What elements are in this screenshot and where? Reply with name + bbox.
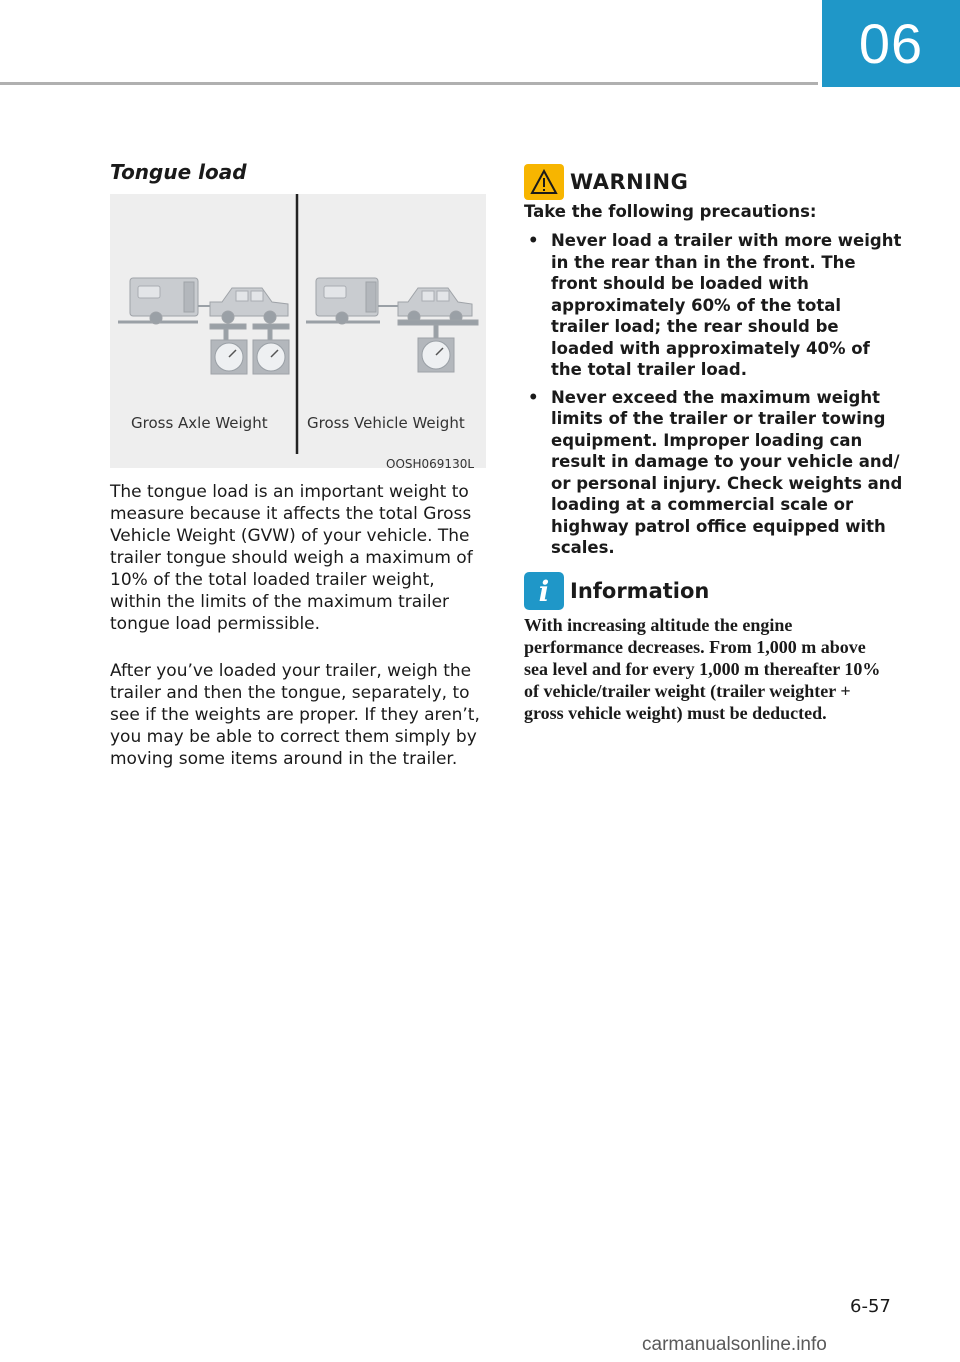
- bullet: •: [528, 231, 539, 250]
- gross-vehicle-weight-label: Gross Vehicle Weight: [307, 414, 465, 432]
- bullet: •: [528, 387, 539, 407]
- chapter-tab: 06: [822, 0, 960, 87]
- warning-icon: [524, 164, 564, 200]
- warning-item-text: Never load a trailer with more weight in the rear than in the front. The front should be loaded with approximately 60% of the total trailer load; the rear should be loaded with approximately 40% of the total trailer load.: [551, 231, 902, 379]
- tongue-load-figure: [110, 194, 486, 468]
- information-text: With increasing altitude the engine performance decreases. From 1,000 m above sea level and for every 1,000 m thereafter 10% of vehicle/trailer weight (trailer weighter + gross vehicle weight) must be deducted.: [524, 615, 881, 723]
- watermark: carmanualsonline.info: [642, 1334, 827, 1355]
- figure-code: OOSH069130L: [386, 457, 475, 471]
- info-icon: i: [524, 572, 564, 610]
- information-title: Information: [570, 579, 710, 603]
- header-rule: [0, 82, 818, 85]
- left-scene: [118, 278, 289, 374]
- warning-list: [524, 230, 904, 565]
- warning-title: WARNING: [570, 170, 689, 194]
- information-header: [524, 571, 709, 611]
- warning-item: [524, 230, 904, 381]
- gross-axle-weight-label: Gross Axle Weight: [131, 414, 268, 432]
- page-number: 6-57: [850, 1296, 891, 1317]
- body-paragraph-2: After you’ve loaded your trailer, weigh the trailer and then the tongue, separately, to see if the weights are proper. If they aren’t, you may be able to correct them simply by moving some items around in the trailer.: [110, 661, 480, 769]
- body-paragraph-1: The tongue load is an important weight to measure because it affects the total Gross Vehicle Weight (GVW) of your vehicle. The trailer tongue should weigh a maximum of 10% of the total loaded trailer weight, within the limits of the maximum trailer tongue load permissible.: [110, 482, 473, 634]
- right-scene: [306, 278, 478, 372]
- warning-item-text: Never exceed the maximum weight limits of the trailer or trailer towing equipment. Improper loading can result in damage to your vehicle and/ or personal injury. Check weights and loading at a commercial scale or highway patrol office equipped with scales.: [551, 387, 903, 557]
- warning-intro: Take the following precautions:: [524, 202, 817, 221]
- warning-header: [524, 162, 688, 202]
- section-title: Tongue load: [110, 160, 247, 184]
- warning-item: [524, 387, 904, 559]
